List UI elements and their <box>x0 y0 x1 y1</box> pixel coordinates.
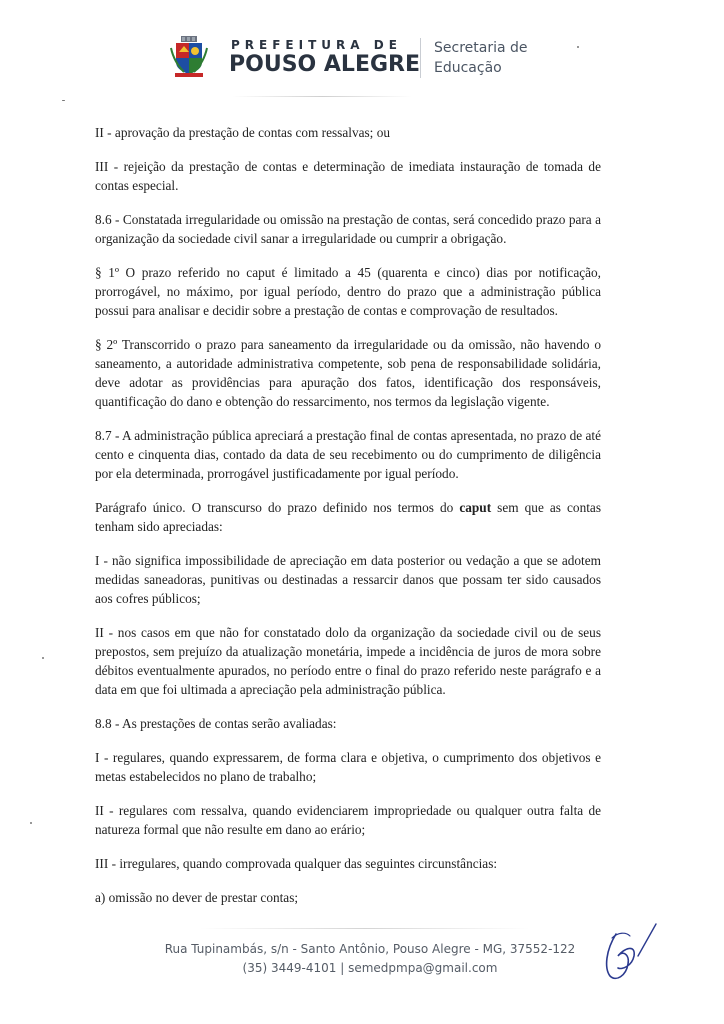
paragraph-text: Parágrafo único. O transcurso do prazo definido nos termos do <box>95 500 460 515</box>
caput-term: caput <box>459 500 492 515</box>
letterhead <box>0 0 724 100</box>
paragraph: II - aprovação da prestação de contas com ressalvas; ou <box>95 125 390 140</box>
footer-rule <box>200 928 530 929</box>
footer-contact: (35) 3449-4101 | semedpmpa@gmail.com <box>242 961 498 975</box>
coat-of-arms-icon <box>170 36 208 78</box>
prefeitura-label: PREFEITURA DE <box>231 38 402 52</box>
paragraph <box>95 498 601 536</box>
paragraph-text: sem que as contas tenham sido apreciadas: <box>95 500 601 534</box>
educacao-label: Educação <box>434 60 502 76</box>
paragraph: III - irregulares, quando comprovada qualquer das seguintes circunstâncias: <box>95 856 498 871</box>
paragraph: I - não significa impossibilidade de apreciação em data posterior ou vedação a que se adotem medidas saneadoras, punitivas ou destinadas a ressarcir danos que possam ter sido causados aos cofres públicos; <box>95 553 601 606</box>
header-rule <box>232 96 412 97</box>
paragraph: II - nos casos em que não for constatado dolo da organização da sociedade civil ou de seus prepostos, sem prejuízo da atualização monetária, impede a incidência de juros de mora sobre débitos eventualmente apurados, no período entre o final do prazo referido neste parágrafo e a data em que foi ultimada a apreciação pela administração pública. <box>95 625 601 697</box>
paragraph: a) omissão no dever de prestar contas; <box>95 890 299 905</box>
paragraph: 8.7 - A administração pública apreciará a prestação final de contas apresentada, no prazo de até cento e cinquenta dias, contado da data de seu recebimento ou do cumprimento de diligência por ela determinada, prorrogável justificadamente por igual período. <box>95 428 601 481</box>
paragraph: 8.8 - As prestações de contas serão avaliadas: <box>95 716 337 731</box>
scan-speck <box>30 822 32 824</box>
paragraph: II - regulares com ressalva, quando evidenciarem impropriedade ou qualquer outra falta de natureza formal que não resulte em dano ao erário; <box>95 803 601 837</box>
paragraph: 8.6 - Constatada irregularidade ou omissão na prestação de contas, será concedido prazo para a organização da sociedade civil sanar a irregularidade ou cumprir a obrigação. <box>95 212 601 246</box>
scan-speck <box>577 46 579 48</box>
secretaria-label: Secretaria de <box>434 40 528 56</box>
scan-speck <box>62 100 65 101</box>
scan-speck <box>42 657 44 659</box>
paragraph: § 2º Transcorrido o prazo para saneamento da irregularidade ou da omissão, não havendo o saneamento, a autoridade administrativa competente, sob pena de responsabilidade solidária, deve adotar as providências para apuração dos fatos, identificação dos responsáveis, quantificação do dano e obtenção do ressarcimento, nos termos da legislação vigente. <box>95 337 601 409</box>
city-name: POUSO ALEGRE <box>229 52 420 77</box>
paragraph: III - rejeição da prestação de contas e determinação de imediata instauração de tomada de contas especial. <box>95 159 601 193</box>
footer-address: Rua Tupinambás, s/n - Santo Antônio, Pouso Alegre - MG, 37552-122 <box>164 942 576 956</box>
paragraph: I - regulares, quando expressarem, de forma clara e objetiva, o cumprimento dos objetivos e metas estabelecidos no plano de trabalho; <box>95 750 601 784</box>
header-divider <box>420 38 421 78</box>
document-body <box>95 123 601 907</box>
paragraph: § 1º O prazo referido no caput é limitado a 45 (quarenta e cinco) dias por notificação, prorrogável, no máximo, por igual período, dentro do prazo que a administração pública possui para analisar e decidir sobre a prestação de contas e comprovação de resultados. <box>95 265 601 318</box>
signature-icon <box>596 916 660 988</box>
